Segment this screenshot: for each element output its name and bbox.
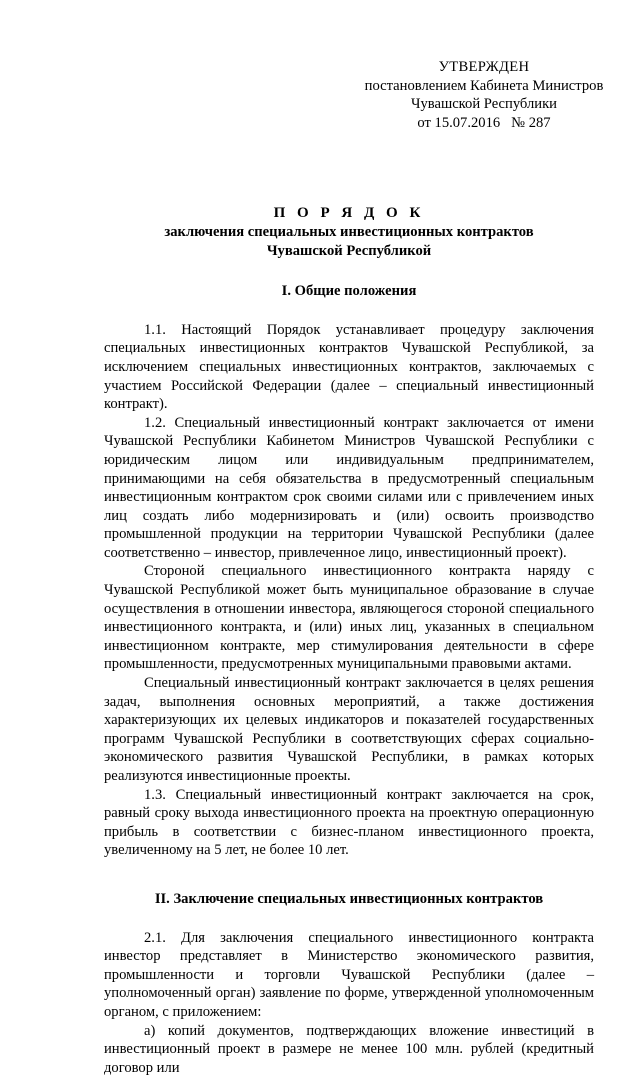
paragraph-1-1: 1.1. Настоящий Порядок устанавливает процедуру заключения специальных инвестиционных контрактов Чувашской Республикой, за исключением специальных инвестиционных контрактов, заключаемых с участием Российской Федерации (далее – специальный инвестиционный контракт). bbox=[104, 321, 594, 413]
document-title bbox=[104, 204, 594, 260]
approval-line-3: от 15.07.2016 № 287 bbox=[417, 114, 551, 131]
approval-stamp bbox=[364, 58, 604, 132]
paragraph-1-2-b: Стороной специального инвестиционного контракта наряду с Чувашской Республикой может быть муниципальное образование в случае осуществления в отношении инвестора, являющегося стороной специального инвестиционного контракта, и (или) иных лиц, указанных в специальном инвестиционном контракте, мер стимулирования деятельности в сфере промышленности, предусмотренных муниципальными правовыми актами. bbox=[104, 563, 594, 673]
approval-line-2: Чувашской Республики bbox=[411, 96, 557, 113]
section-1 bbox=[104, 282, 594, 860]
section-2 bbox=[104, 890, 594, 1077]
paragraph-1-2-c: Специальный инвестиционный контракт заключается в целях решения задач, выполнения основных мероприятий, а также достижения характеризующих их целевых индикаторов и показателей государственных программ Чувашской Республики в соответствующих сферах социально-экономического развития Чувашской Республики, в рамках которых реализуются инвестиционные проекты. bbox=[104, 675, 594, 784]
title-word: П О Р Я Д О К bbox=[273, 205, 425, 222]
title-line-1: заключения специальных инвестиционных контрактов bbox=[164, 223, 534, 240]
paragraph-1-3: 1.3. Специальный инвестиционный контракт заключается на срок, равный сроку выхода инвестиционного проекта на проектную операционную прибыль в соответствии с бизнес-планом инвестиционного проекта, увеличенному на 5 лет, не более 10 лет. bbox=[104, 786, 594, 859]
approval-line-1: постановлением Кабинета Министров bbox=[364, 77, 604, 94]
section-1-heading: I. Общие положения bbox=[281, 283, 417, 300]
paragraph-2-1: 2.1. Для заключения специального инвестиционного контракта инвестор представляет в Министерство экономического развития, промышленности и торговли Чувашской Республики (далее – уполномоченный орган) заявление по форме, утвержденной уполномоченным органом, с приложением: bbox=[104, 929, 594, 1020]
title-line-2: Чувашской Республикой bbox=[266, 242, 432, 259]
section-2-heading: II. Заключение специальных инвестиционных контрактов bbox=[154, 890, 544, 907]
paragraph-2-1-a: а) копий документов, подтверждающих вложение инвестиций в инвестиционный проект в размере не менее 100 млн. рублей (кредитный договор или bbox=[104, 1022, 594, 1076]
approval-heading: УТВЕРЖДЕН bbox=[438, 59, 530, 75]
paragraph-1-2: 1.2. Специальный инвестиционный контракт заключается от имени Чувашской Республики Кабинетом Министров Чувашской Республики с юридическим лицом или индивидуальным предпринимателем, принимающими на себя обязательства в предусмотренный специальным инвестиционным контрактом срок своими силами или с привлечением иных лиц создать либо модернизировать и (или) освоить производство промышленной продукции на территории Чувашской Республики (далее соответственно – инвестор, привлеченное лицо, инвестиционный проект). bbox=[104, 414, 594, 561]
